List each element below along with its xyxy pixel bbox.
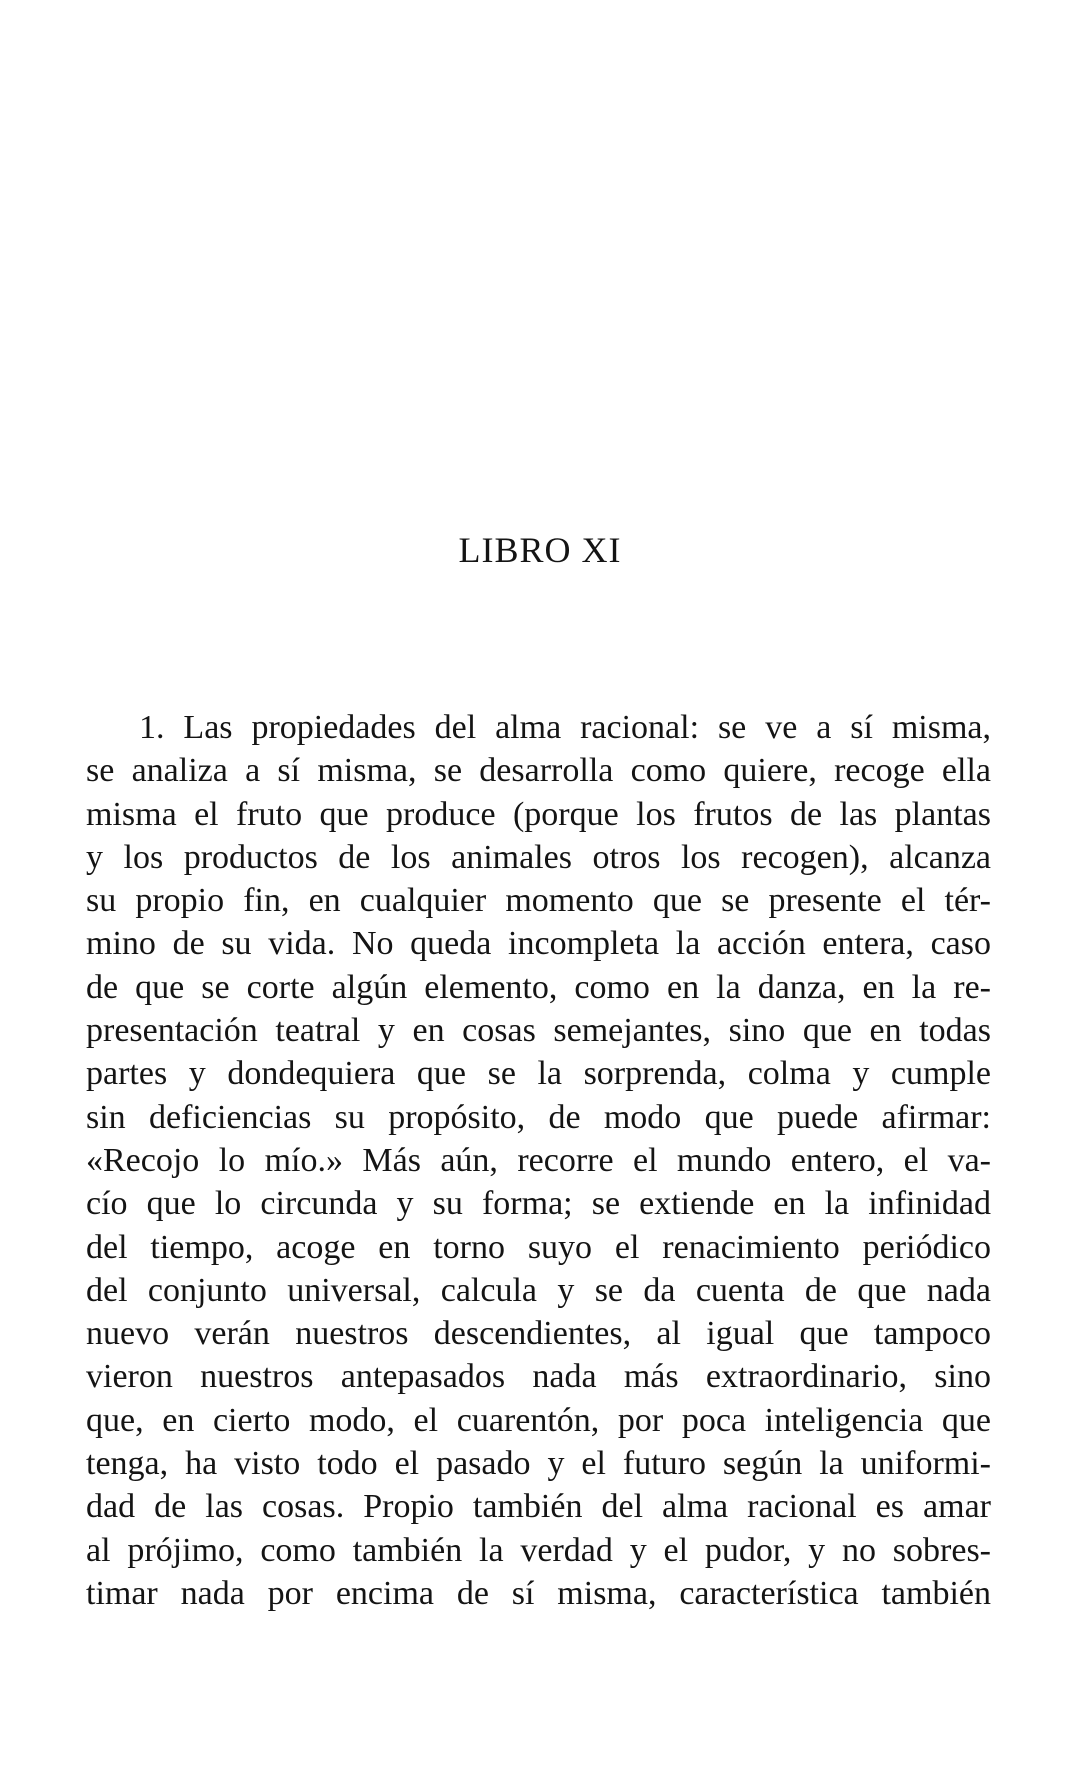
chapter-title: LIBRO XI: [458, 530, 622, 570]
text-line: del tiempo, acoge en torno suyo el renacimiento periódico: [86, 1228, 991, 1266]
text-line: presentación teatral y en cosas semejantes, sino que en todas: [86, 1012, 991, 1050]
text-line: nuevo verán nuestros descendientes, al igual que tampoco: [86, 1315, 991, 1353]
text-line: tenga, ha visto todo el pasado y el futuro según la uniformi-: [86, 1445, 991, 1483]
text-line: partes y dondequiera que se la sorprenda, colma y cumple: [86, 1055, 991, 1093]
text-line: su propio fin, en cualquier momento que se presente el tér-: [86, 882, 991, 920]
text-line: 1. Las propiedades del alma racional: se ve a sí misma,: [139, 709, 991, 746]
text-line: cío que lo circunda y su forma; se extiende en la infinidad: [86, 1185, 991, 1223]
text-line: mino de su vida. No queda incompleta la acción entera, caso: [86, 925, 991, 963]
text-line: «Recojo lo mío.» Más aún, recorre el mundo entero, el va-: [86, 1141, 991, 1179]
text-line: dad de las cosas. Propio también del alma racional es amar: [86, 1488, 991, 1526]
text-line: timar nada por encima de sí misma, característica también: [86, 1574, 991, 1612]
text-line: de que se corte algún elemento, como en la danza, en la re-: [86, 968, 991, 1006]
text-line: que, en cierto modo, el cuarentón, por poca inteligencia que: [86, 1401, 991, 1439]
text-line: misma el fruto que produce (porque los frutos de las plantas: [86, 795, 991, 833]
text-line: se analiza a sí misma, se desarrolla como quiere, recoge ella: [86, 752, 991, 790]
text-line: y los productos de los animales otros los recogen), alcanza: [86, 838, 991, 876]
text-line: al prójimo, como también la verdad y el pudor, y no sobres-: [86, 1531, 991, 1569]
text-line: vieron nuestros antepasados nada más extraordinario, sino: [86, 1358, 991, 1396]
paragraph-1: [86, 706, 991, 1615]
text-line: sin deficiencias su propósito, de modo que puede afirmar:: [86, 1098, 991, 1136]
text-line: del conjunto universal, calcula y se da cuenta de que nada: [86, 1271, 991, 1309]
